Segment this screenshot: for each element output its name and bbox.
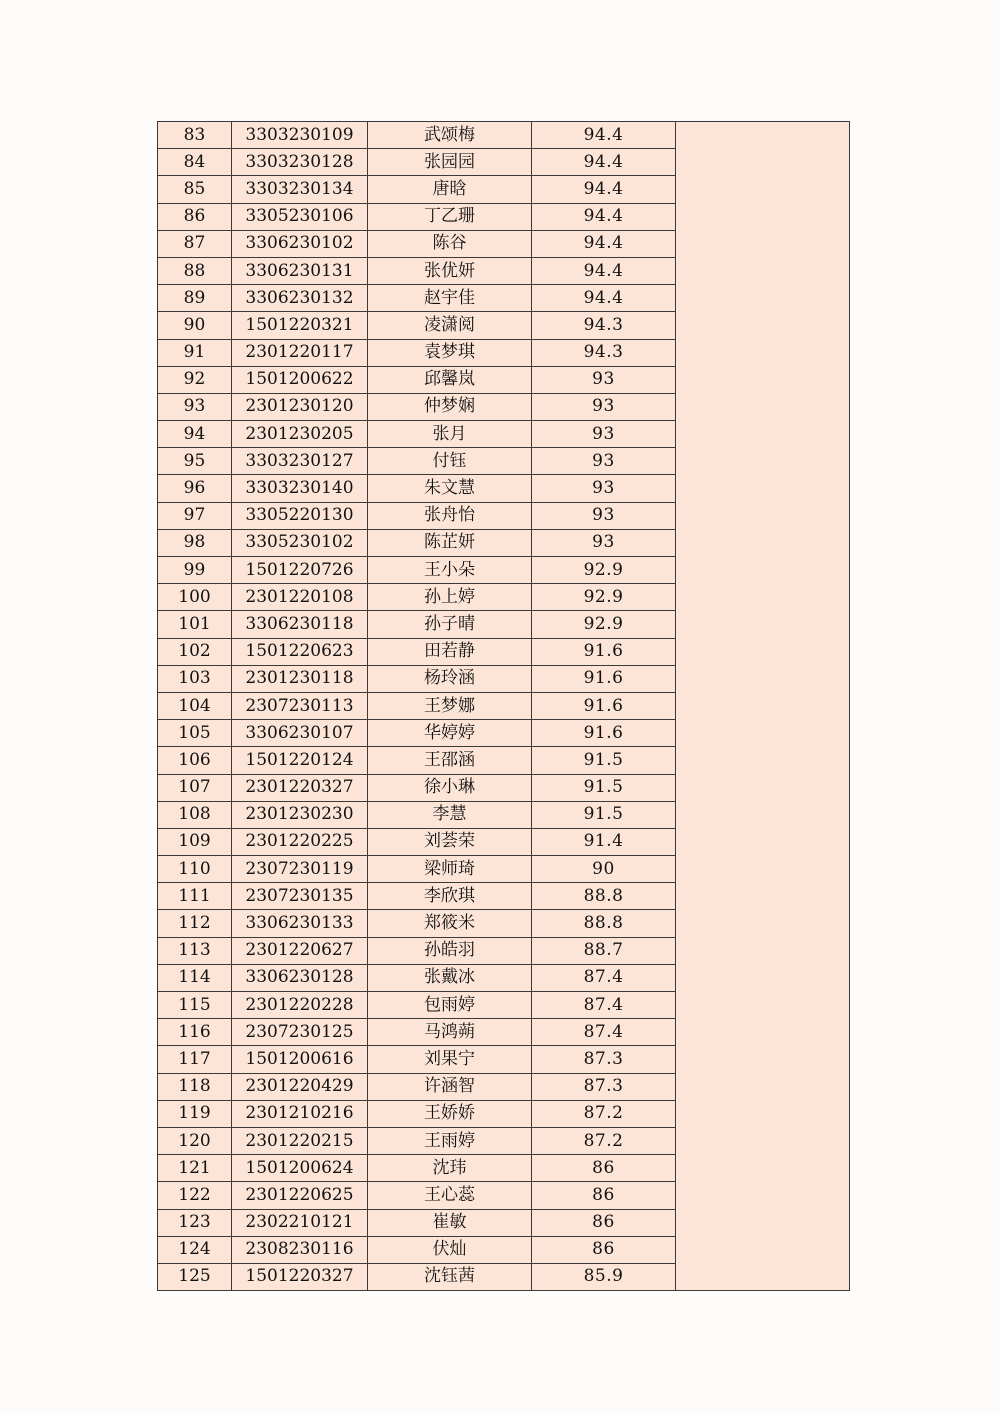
student-name-cell: 丁乙珊 (368, 203, 532, 230)
student-id-cell: 2301220215 (232, 1127, 368, 1154)
student-id-cell: 3303230134 (232, 176, 368, 203)
score-cell: 94.4 (532, 257, 676, 284)
student-id-cell: 3303230128 (232, 149, 368, 176)
score-cell: 91.6 (532, 638, 676, 665)
student-name-cell: 刘果宁 (368, 1046, 532, 1073)
student-id-cell: 2301230118 (232, 665, 368, 692)
student-id-cell: 1501200624 (232, 1155, 368, 1182)
student-id-cell: 3303230140 (232, 475, 368, 502)
row-number-cell: 108 (158, 801, 232, 828)
row-number-cell: 116 (158, 1019, 232, 1046)
student-name-cell: 张戴冰 (368, 964, 532, 991)
student-name-cell: 伏灿 (368, 1236, 532, 1263)
row-number-cell: 119 (158, 1100, 232, 1127)
student-name-cell: 徐小琳 (368, 774, 532, 801)
score-cell: 91.6 (532, 665, 676, 692)
student-name-cell: 张园园 (368, 149, 532, 176)
student-id-cell: 1501220623 (232, 638, 368, 665)
student-name-cell: 孙子晴 (368, 611, 532, 638)
student-id-cell: 2301220228 (232, 992, 368, 1019)
row-number-cell: 103 (158, 665, 232, 692)
row-number-cell: 111 (158, 883, 232, 910)
row-number-cell: 122 (158, 1182, 232, 1209)
score-cell: 90 (532, 856, 676, 883)
score-cell: 91.5 (532, 747, 676, 774)
score-cell: 87.4 (532, 964, 676, 991)
score-cell: 94.3 (532, 312, 676, 339)
row-number-cell: 97 (158, 502, 232, 529)
row-number-cell: 104 (158, 692, 232, 719)
student-id-cell: 2301220429 (232, 1073, 368, 1100)
student-id-cell: 2301220625 (232, 1182, 368, 1209)
row-number-cell: 107 (158, 774, 232, 801)
score-cell: 86 (532, 1209, 676, 1236)
table-row (158, 122, 850, 149)
score-cell: 86 (532, 1155, 676, 1182)
row-number-cell: 92 (158, 366, 232, 393)
row-number-cell: 125 (158, 1263, 232, 1290)
student-id-cell: 3306230102 (232, 230, 368, 257)
student-name-cell: 凌潇阅 (368, 312, 532, 339)
score-cell: 87.2 (532, 1127, 676, 1154)
student-name-cell: 王雨婷 (368, 1127, 532, 1154)
row-number-cell: 105 (158, 720, 232, 747)
student-id-cell: 3306230128 (232, 964, 368, 991)
row-number-cell: 123 (158, 1209, 232, 1236)
row-number-cell: 106 (158, 747, 232, 774)
student-name-cell: 付钰 (368, 448, 532, 475)
row-number-cell: 98 (158, 529, 232, 556)
score-cell: 93 (532, 366, 676, 393)
student-name-cell: 张舟怡 (368, 502, 532, 529)
student-name-cell: 孙皓羽 (368, 937, 532, 964)
score-table-body (158, 122, 850, 1291)
student-name-cell: 刘荟荣 (368, 828, 532, 855)
student-id-cell: 3306230118 (232, 611, 368, 638)
student-id-cell: 1501220327 (232, 1263, 368, 1290)
student-name-cell: 许涵智 (368, 1073, 532, 1100)
score-cell: 91.5 (532, 801, 676, 828)
student-name-cell: 陈谷 (368, 230, 532, 257)
student-id-cell: 3305220130 (232, 502, 368, 529)
student-name-cell: 张月 (368, 421, 532, 448)
student-name-cell: 王梦娜 (368, 692, 532, 719)
student-id-cell: 2301230120 (232, 393, 368, 420)
student-name-cell: 杨玲涵 (368, 665, 532, 692)
student-name-cell: 赵宇佳 (368, 285, 532, 312)
score-cell: 94.4 (532, 149, 676, 176)
score-cell: 91.4 (532, 828, 676, 855)
row-number-cell: 84 (158, 149, 232, 176)
student-name-cell: 孙上婷 (368, 584, 532, 611)
student-id-cell: 3306230107 (232, 720, 368, 747)
row-number-cell: 95 (158, 448, 232, 475)
score-cell: 86 (532, 1236, 676, 1263)
student-name-cell: 袁梦琪 (368, 339, 532, 366)
student-id-cell: 2301220225 (232, 828, 368, 855)
student-id-cell: 3303230109 (232, 122, 368, 149)
score-cell: 87.4 (532, 992, 676, 1019)
score-cell: 93 (532, 421, 676, 448)
student-name-cell: 王邵涵 (368, 747, 532, 774)
score-cell: 94.4 (532, 122, 676, 149)
student-id-cell: 3306230132 (232, 285, 368, 312)
score-table (157, 121, 850, 1291)
score-cell: 93 (532, 529, 676, 556)
student-name-cell: 郑筱米 (368, 910, 532, 937)
score-cell: 87.2 (532, 1100, 676, 1127)
score-cell: 93 (532, 475, 676, 502)
student-name-cell: 武颂梅 (368, 122, 532, 149)
student-id-cell: 2301220627 (232, 937, 368, 964)
row-number-cell: 115 (158, 992, 232, 1019)
student-id-cell: 2302210121 (232, 1209, 368, 1236)
student-name-cell: 沈钰茜 (368, 1263, 532, 1290)
student-name-cell: 王心蕊 (368, 1182, 532, 1209)
row-number-cell: 101 (158, 611, 232, 638)
row-number-cell: 83 (158, 122, 232, 149)
student-id-cell: 1501200616 (232, 1046, 368, 1073)
score-cell: 94.4 (532, 230, 676, 257)
student-id-cell: 2307230113 (232, 692, 368, 719)
row-number-cell: 118 (158, 1073, 232, 1100)
row-number-cell: 86 (158, 203, 232, 230)
row-number-cell: 89 (158, 285, 232, 312)
student-name-cell: 唐晗 (368, 176, 532, 203)
row-number-cell: 120 (158, 1127, 232, 1154)
student-id-cell: 2301220327 (232, 774, 368, 801)
student-name-cell: 邱馨岚 (368, 366, 532, 393)
student-name-cell: 包雨婷 (368, 992, 532, 1019)
row-number-cell: 87 (158, 230, 232, 257)
student-id-cell: 3306230133 (232, 910, 368, 937)
row-number-cell: 117 (158, 1046, 232, 1073)
row-number-cell: 96 (158, 475, 232, 502)
student-name-cell: 朱文慧 (368, 475, 532, 502)
student-name-cell: 王小朵 (368, 557, 532, 584)
row-number-cell: 112 (158, 910, 232, 937)
student-id-cell: 1501220726 (232, 557, 368, 584)
score-cell: 91.5 (532, 774, 676, 801)
row-number-cell: 93 (158, 393, 232, 420)
student-id-cell: 2307230135 (232, 883, 368, 910)
row-number-cell: 109 (158, 828, 232, 855)
row-number-cell: 90 (158, 312, 232, 339)
score-cell: 92.9 (532, 611, 676, 638)
score-cell: 92.9 (532, 584, 676, 611)
student-name-cell: 沈玮 (368, 1155, 532, 1182)
student-name-cell: 崔敏 (368, 1209, 532, 1236)
row-number-cell: 100 (158, 584, 232, 611)
student-id-cell: 3305230102 (232, 529, 368, 556)
student-id-cell: 2301230205 (232, 421, 368, 448)
row-number-cell: 88 (158, 257, 232, 284)
score-cell: 88.8 (532, 910, 676, 937)
student-id-cell: 1501200622 (232, 366, 368, 393)
student-id-cell: 2301210216 (232, 1100, 368, 1127)
row-number-cell: 121 (158, 1155, 232, 1182)
score-cell: 88.7 (532, 937, 676, 964)
student-id-cell: 2301220108 (232, 584, 368, 611)
row-number-cell: 124 (158, 1236, 232, 1263)
student-name-cell: 陈芷妍 (368, 529, 532, 556)
score-cell: 87.3 (532, 1046, 676, 1073)
student-id-cell: 2307230125 (232, 1019, 368, 1046)
student-name-cell: 田若静 (368, 638, 532, 665)
score-cell: 87.4 (532, 1019, 676, 1046)
student-name-cell: 李慧 (368, 801, 532, 828)
student-id-cell: 2301230230 (232, 801, 368, 828)
row-number-cell: 99 (158, 557, 232, 584)
student-id-cell: 3303230127 (232, 448, 368, 475)
student-name-cell: 仲梦娴 (368, 393, 532, 420)
score-cell: 94.4 (532, 285, 676, 312)
score-cell: 85.9 (532, 1263, 676, 1290)
row-number-cell: 91 (158, 339, 232, 366)
score-cell: 94.4 (532, 176, 676, 203)
student-id-cell: 3306230131 (232, 257, 368, 284)
student-id-cell: 2301220117 (232, 339, 368, 366)
row-number-cell: 102 (158, 638, 232, 665)
score-cell: 86 (532, 1182, 676, 1209)
score-cell: 92.9 (532, 557, 676, 584)
row-number-cell: 94 (158, 421, 232, 448)
score-cell: 94.3 (532, 339, 676, 366)
student-id-cell: 1501220124 (232, 747, 368, 774)
student-id-cell: 3305230106 (232, 203, 368, 230)
score-cell: 94.4 (532, 203, 676, 230)
row-number-cell: 85 (158, 176, 232, 203)
row-number-cell: 110 (158, 856, 232, 883)
score-cell: 88.8 (532, 883, 676, 910)
student-name-cell: 张优妍 (368, 257, 532, 284)
score-cell: 93 (532, 448, 676, 475)
row-number-cell: 114 (158, 964, 232, 991)
row-number-cell: 113 (158, 937, 232, 964)
student-name-cell: 王娇娇 (368, 1100, 532, 1127)
score-cell: 91.6 (532, 720, 676, 747)
score-cell: 93 (532, 393, 676, 420)
student-name-cell: 李欣琪 (368, 883, 532, 910)
student-id-cell: 1501220321 (232, 312, 368, 339)
student-name-cell: 华婷婷 (368, 720, 532, 747)
student-name-cell: 梁师琦 (368, 856, 532, 883)
student-id-cell: 2308230116 (232, 1236, 368, 1263)
remark-merged-cell (676, 122, 850, 1291)
student-id-cell: 2307230119 (232, 856, 368, 883)
score-cell: 91.6 (532, 692, 676, 719)
score-cell: 93 (532, 502, 676, 529)
student-name-cell: 马鸿蒴 (368, 1019, 532, 1046)
score-cell: 87.3 (532, 1073, 676, 1100)
